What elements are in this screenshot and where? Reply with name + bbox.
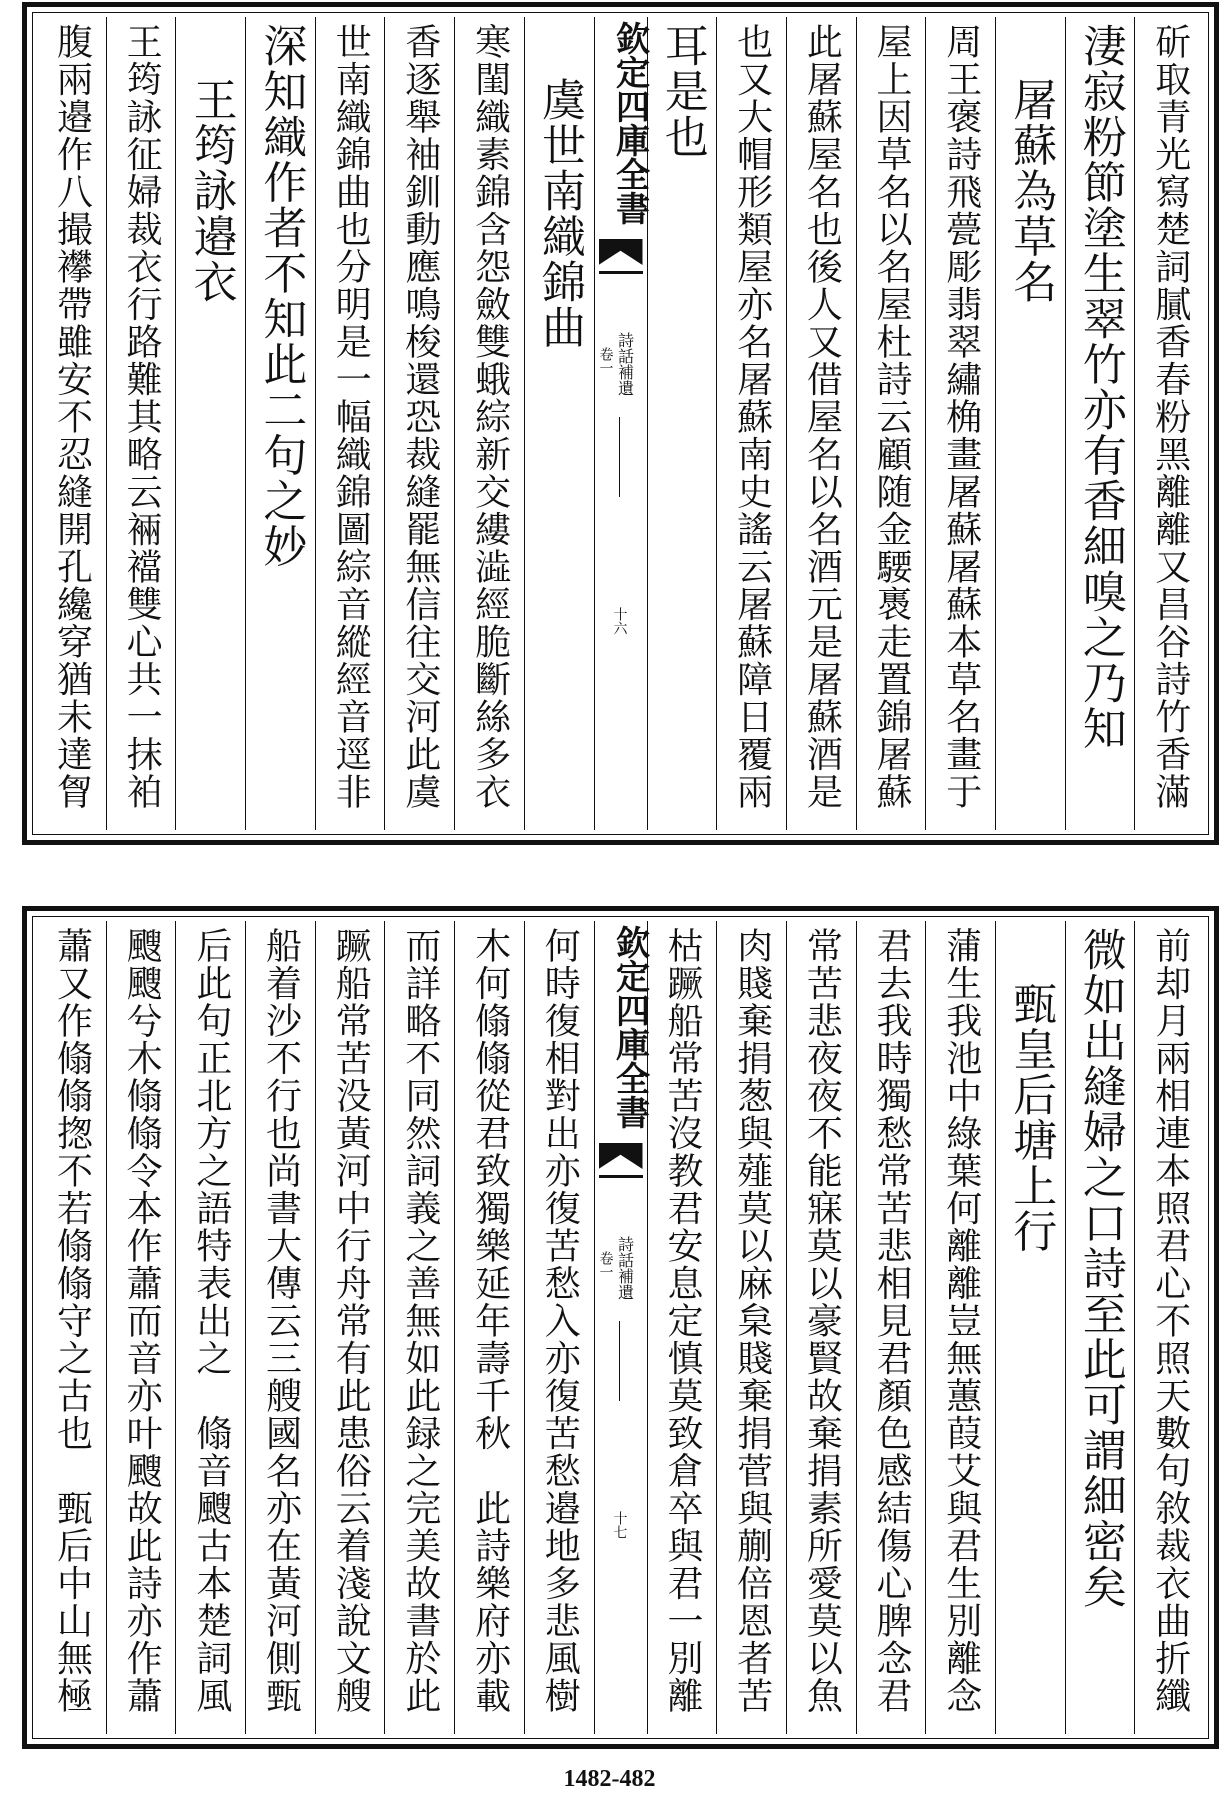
text-column: 香逐舉袖釧動應鳴梭還恐裁縫罷無信往交河此虞 — [384, 17, 454, 830]
text-column: 也又大帽形類屋亦名屠蘇南史謠云屠蘇障日覆兩 — [716, 17, 786, 830]
text-column: 寒閨織素錦含怨斂雙蛾綜新交縷澁經脆斷絲多衣 — [454, 17, 524, 830]
spine-title: 欽定四庫全書 — [609, 925, 650, 1129]
text-column: 王筠詠征婦裁衣行路難其略云裲襠雙心共一抹袙 — [106, 17, 176, 830]
page-17-columns — [37, 921, 1204, 1734]
text-column: 蹶船常苦没黃河中行舟常有此患俗云着淺說文艘 — [315, 921, 385, 1734]
text-column: 常苦悲夜夜不能寐莫以豪賢故棄捐素所愛莫以魚 — [786, 921, 856, 1734]
page-16 — [22, 2, 1219, 845]
spine-book-title: 詩話補遺 — [615, 332, 635, 396]
text-column: 船着沙不行也尚書大傳云三艘國名亦在黃河側甄 — [245, 921, 315, 1734]
section-heading: 虞世南織錦曲 — [524, 17, 594, 830]
text-column: 枯蹶船常苦沒教君安息定慎莫致倉卒與君一別離 — [647, 921, 717, 1734]
center-spine — [594, 921, 650, 1734]
center-spine — [594, 17, 650, 830]
text-column: 世南織錦曲也分明是一幅織錦圖綜音縱經音逕非 — [315, 17, 385, 830]
section-heading: 王筠詠邉衣 — [175, 17, 245, 830]
text-column: 而詳略不同然詞義之善無如此録之完美故書於此 — [384, 921, 454, 1734]
text-column: 腹兩邉作八撮襻帶雖安不忍縫開孔纔穿猶未達胷 — [51, 23, 93, 811]
text-column: 斫取青光寫楚詞膩香春粉黑離離又昌谷詩竹香滿 — [1134, 17, 1204, 830]
text-column: 前却月兩相連本照君心不照天數句敘裁衣曲折纖 — [1134, 921, 1204, 1734]
spine-volume: 卷一 — [597, 1251, 614, 1279]
spine-rule — [619, 417, 620, 497]
spine-page-number: 十六 — [611, 607, 628, 635]
text-column: 周王褒詩飛甍彫翡翠繡桷畫屠蘇屠蘇本草名畫于 — [925, 17, 995, 830]
text-column: 后此句正北方之語特表出之 翛音颼古本楚詞風 — [175, 921, 245, 1734]
fish-tail-line — [599, 271, 643, 274]
text-column: 屋上因草名以名屋杜詩云顧随金騕褭走置錦屠蘇 — [856, 17, 926, 830]
text-column: 微如出縫婦之口詩至此可謂細密矣 — [1065, 921, 1135, 1734]
fish-tail-mark — [599, 239, 643, 265]
fish-tail-mark — [599, 1143, 643, 1169]
text-column: 蒲生我池中綠葉何離離豈無蕙葭艾與君生別離念 — [925, 921, 995, 1734]
spine-book-title: 詩話補遺 — [615, 1236, 635, 1300]
text-column: 君去我時獨愁常苦悲相見君顏色感結傷心脾念君 — [856, 921, 926, 1734]
text-column: 蕭又作翛翛揔不若翛翛守之古也 甄后中山無極 — [51, 927, 93, 1715]
page-16-columns — [37, 17, 1204, 830]
spine-volume: 卷一 — [597, 347, 614, 375]
text-column: 深知織作者不知此二句之妙 — [245, 17, 315, 830]
spine-page-number: 十七 — [611, 1511, 628, 1539]
spine-title: 欽定四庫全書 — [609, 21, 650, 225]
text-column: 耳是也 — [647, 17, 717, 830]
section-heading: 屠蘇為草名 — [995, 17, 1065, 830]
text-column: 肉賤棄捐葱與薤莫以麻枲賤棄捐菅與蒯倍恩者苦 — [716, 921, 786, 1734]
page-footer-number: 1482-482 — [563, 1766, 656, 1792]
section-heading: 甄皇后塘上行 — [995, 921, 1065, 1734]
text-column: 此屠蘇屋名也後人又借屋名以名酒元是屠蘇酒是 — [786, 17, 856, 830]
text-column: 淒寂粉節塗生翠竹亦有香細嗅之乃知 — [1065, 17, 1135, 830]
spine-rule — [619, 1321, 620, 1401]
text-column: 颼颼兮木翛翛令本作蕭而音亦叶颼故此詩亦作蕭 — [106, 921, 176, 1734]
text-column: 木何翛翛從君致獨樂延年壽千秋 此詩樂府亦載 — [454, 921, 524, 1734]
fish-tail-line — [599, 1175, 643, 1178]
page-17 — [22, 906, 1219, 1749]
text-column: 何時復相對出亦復苦愁入亦復苦愁邉地多悲風樹 — [524, 921, 594, 1734]
